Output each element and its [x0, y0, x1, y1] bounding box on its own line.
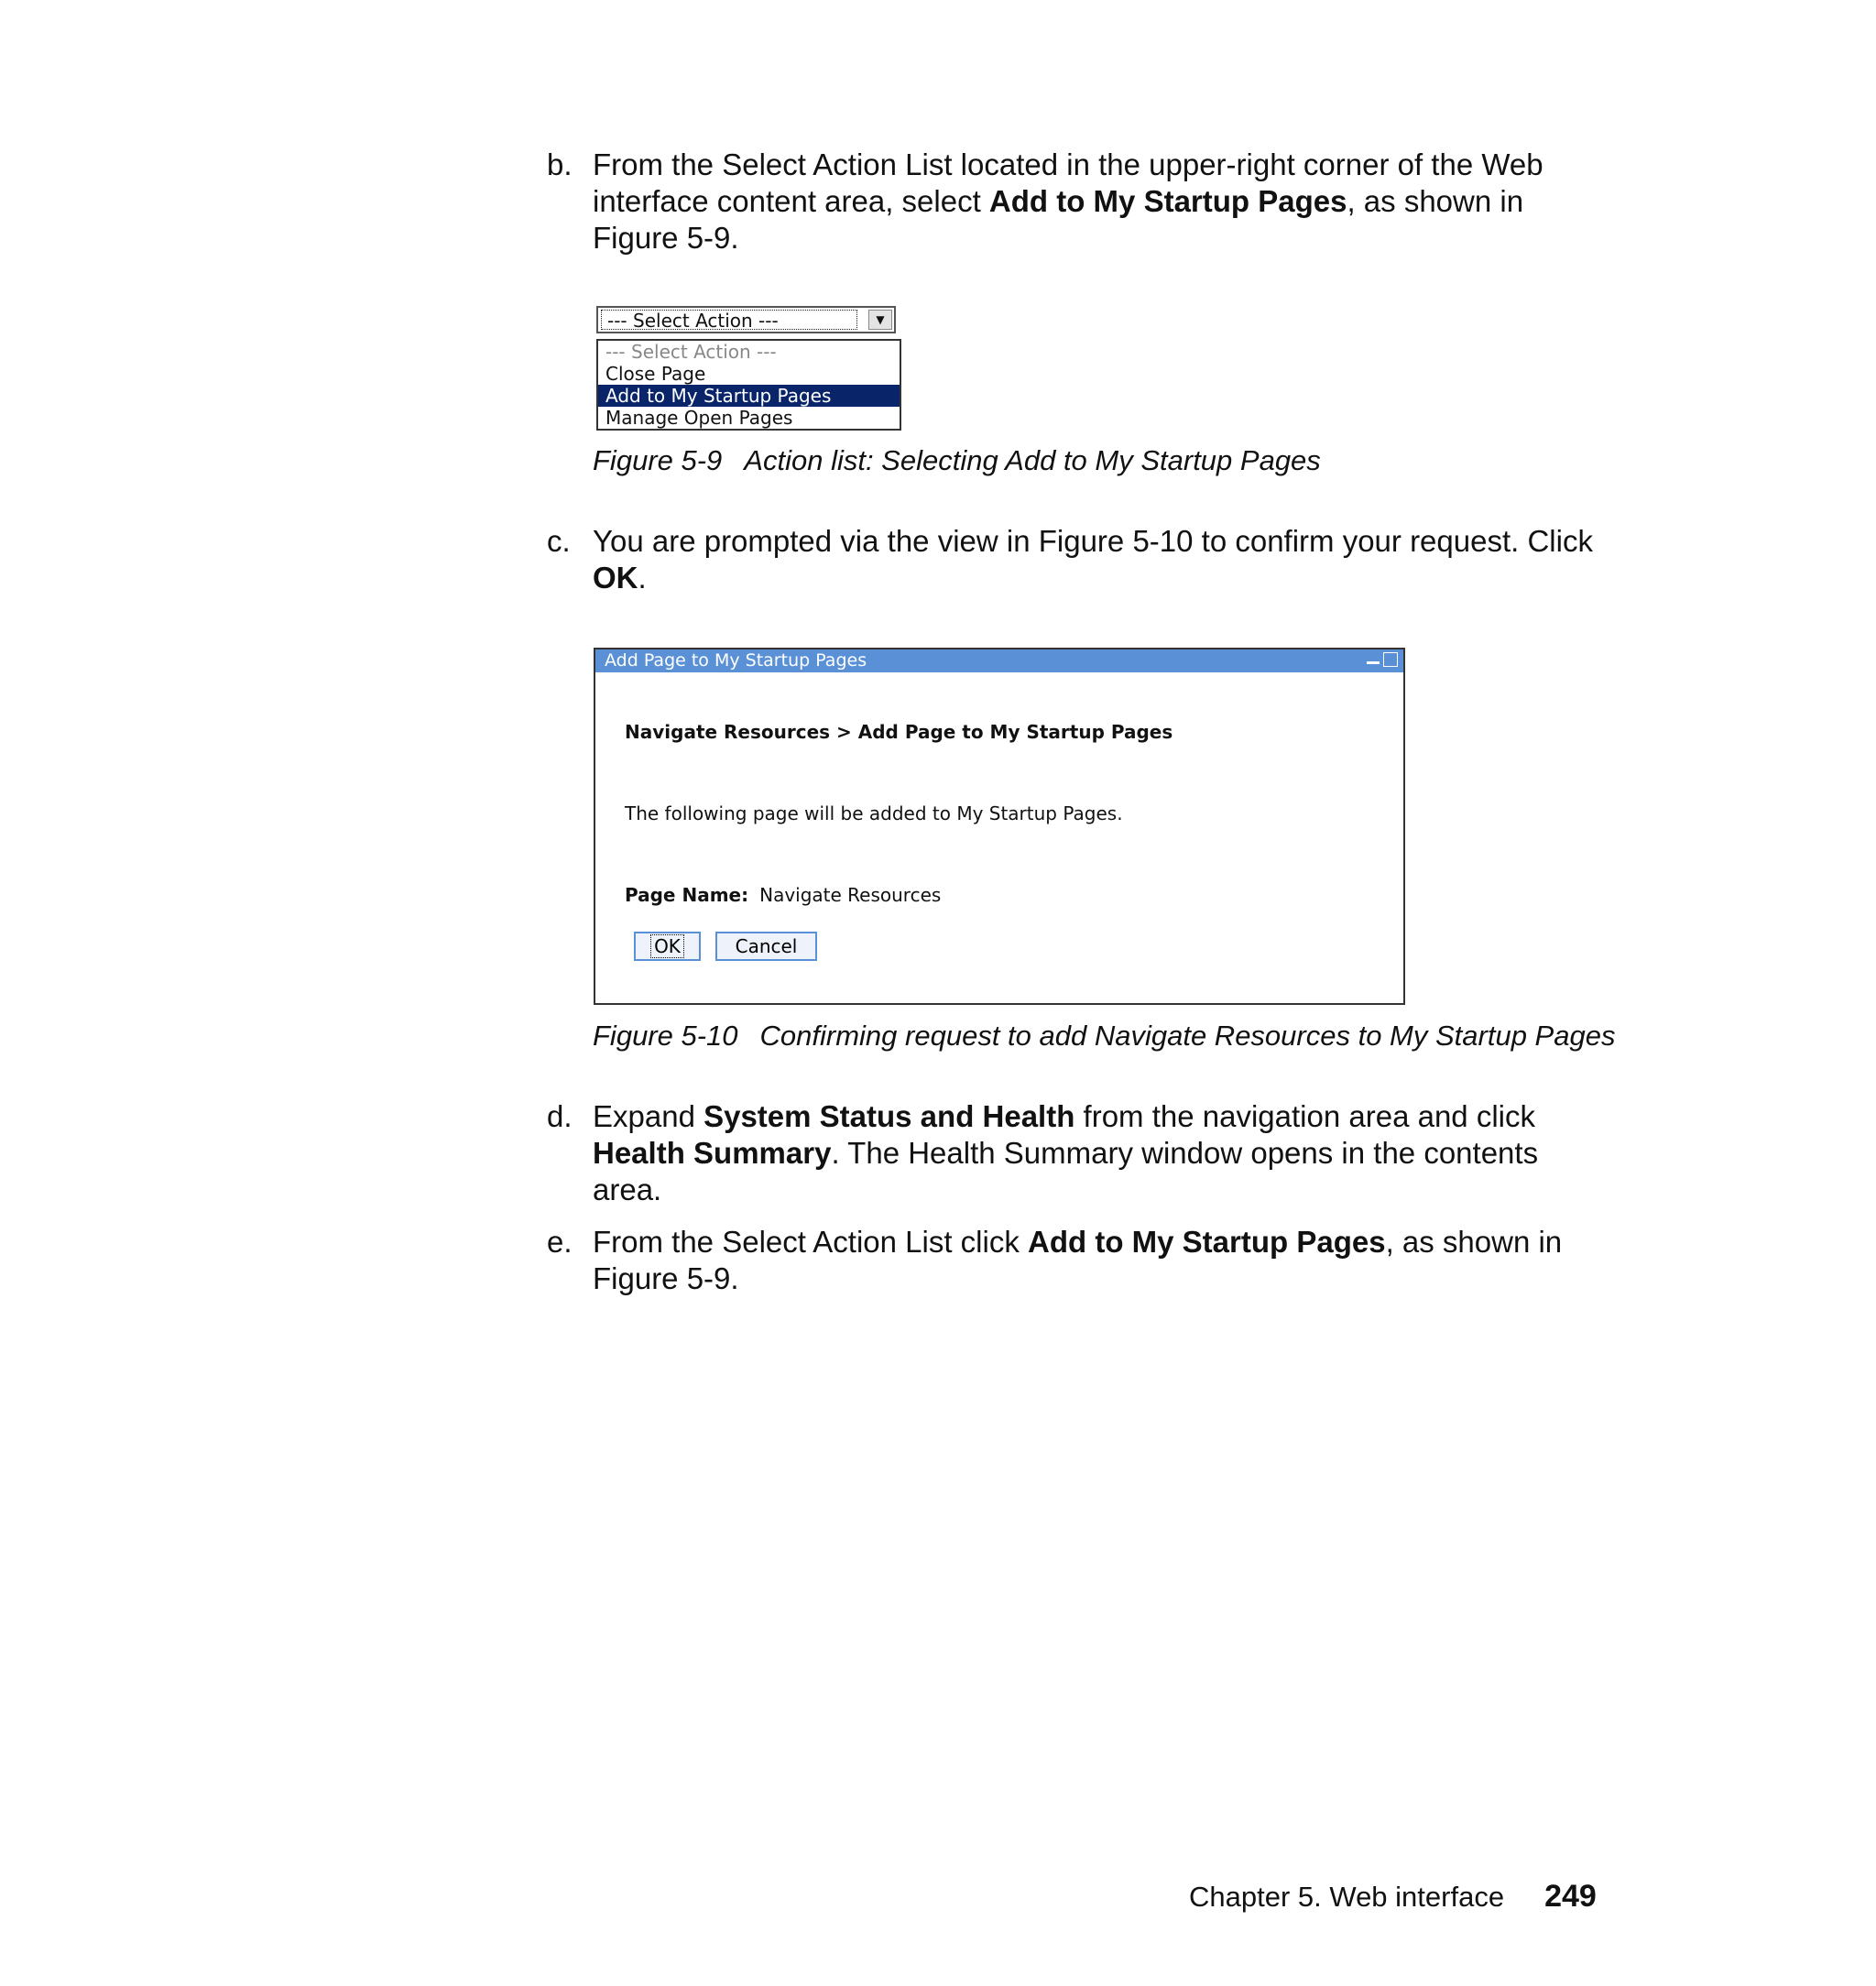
text-run: , as shown in Figure 5-9.: [593, 184, 1524, 255]
chapter-title: Chapter 5. Web interface: [1189, 1881, 1505, 1913]
step-marker: e.: [547, 1225, 573, 1259]
bold-term: Health Summary: [593, 1136, 832, 1170]
step-text: [593, 523, 1609, 596]
breadcrumb: Navigate Resources > Add Page to My Startup Pages: [625, 721, 1173, 743]
text-run: You are prompted via the view in Figure 5-10 to confirm your request. Click: [593, 524, 1593, 558]
page-name-label: Page Name:: [625, 884, 749, 906]
bold-term: OK: [593, 561, 638, 595]
chevron-down-icon[interactable]: ▼: [868, 310, 892, 330]
dialog-message: The following page will be added to My Startup Pages.: [625, 802, 1123, 824]
step-b: [547, 147, 1609, 256]
add-page-dialog: [594, 648, 1405, 1005]
text-run: . The Health Summary window opens in the contents area.: [593, 1136, 1539, 1206]
figure-label: Figure 5-9: [593, 444, 723, 476]
select-action-options: [596, 339, 901, 431]
step-d: [547, 1098, 1609, 1208]
page-footer: [1189, 1878, 1597, 1915]
step-marker: d.: [547, 1099, 573, 1133]
text-run: , as shown in Figure 5-9.: [593, 1225, 1563, 1295]
step-c: [547, 523, 1609, 596]
page-number: 249: [1544, 1879, 1597, 1914]
option-add-to-my-startup-pages[interactable]: Add to My Startup Pages: [598, 385, 900, 407]
text-run: Expand: [593, 1099, 704, 1133]
figure-caption: [593, 443, 1321, 478]
bold-term: Add to My Startup Pages: [1028, 1225, 1386, 1259]
dialog-title-bar: [595, 649, 1403, 672]
step-marker: c.: [547, 524, 571, 558]
step-text: [593, 1098, 1609, 1208]
figure-caption: [593, 1019, 1615, 1053]
text-run: From the Select Action List located in the upper-right corner of the Web interface content area, select: [593, 147, 1543, 218]
option-manage-open-pages[interactable]: Manage Open Pages: [605, 407, 793, 429]
text-run: .: [638, 561, 647, 595]
dialog-title: Add Page to My Startup Pages: [605, 650, 867, 671]
step-e: [547, 1224, 1609, 1297]
step-text: [593, 1224, 1609, 1297]
select-action-value: --- Select Action ---: [601, 310, 857, 330]
select-action-dropdown[interactable]: [596, 306, 896, 333]
minimize-icon[interactable]: [1367, 652, 1380, 664]
page-name-field: [625, 884, 941, 906]
step-marker: b.: [547, 147, 573, 181]
figure-caption-text: Confirming request to add Navigate Resources to My Startup Pages: [759, 1020, 1616, 1052]
figure-label: Figure 5-10: [593, 1020, 738, 1052]
maximize-icon[interactable]: [1383, 652, 1398, 667]
option-select-action[interactable]: --- Select Action ---: [605, 341, 777, 363]
ok-button-label: OK: [650, 934, 684, 958]
bold-term: Add to My Startup Pages: [988, 184, 1347, 218]
bold-term: System Status and Health: [704, 1099, 1075, 1133]
figure-5-9-action-list: [596, 306, 901, 431]
figure-caption-text: Action list: Selecting Add to My Startup Pages: [744, 444, 1321, 476]
cancel-button[interactable]: Cancel: [715, 932, 817, 961]
text-run: From the Select Action List click: [593, 1225, 1029, 1259]
ok-button[interactable]: [634, 932, 701, 961]
step-text: [593, 147, 1609, 256]
option-close-page[interactable]: Close Page: [605, 363, 706, 385]
text-run: from the navigation area and click: [1074, 1099, 1535, 1133]
page-name-value: Navigate Resources: [759, 884, 942, 906]
